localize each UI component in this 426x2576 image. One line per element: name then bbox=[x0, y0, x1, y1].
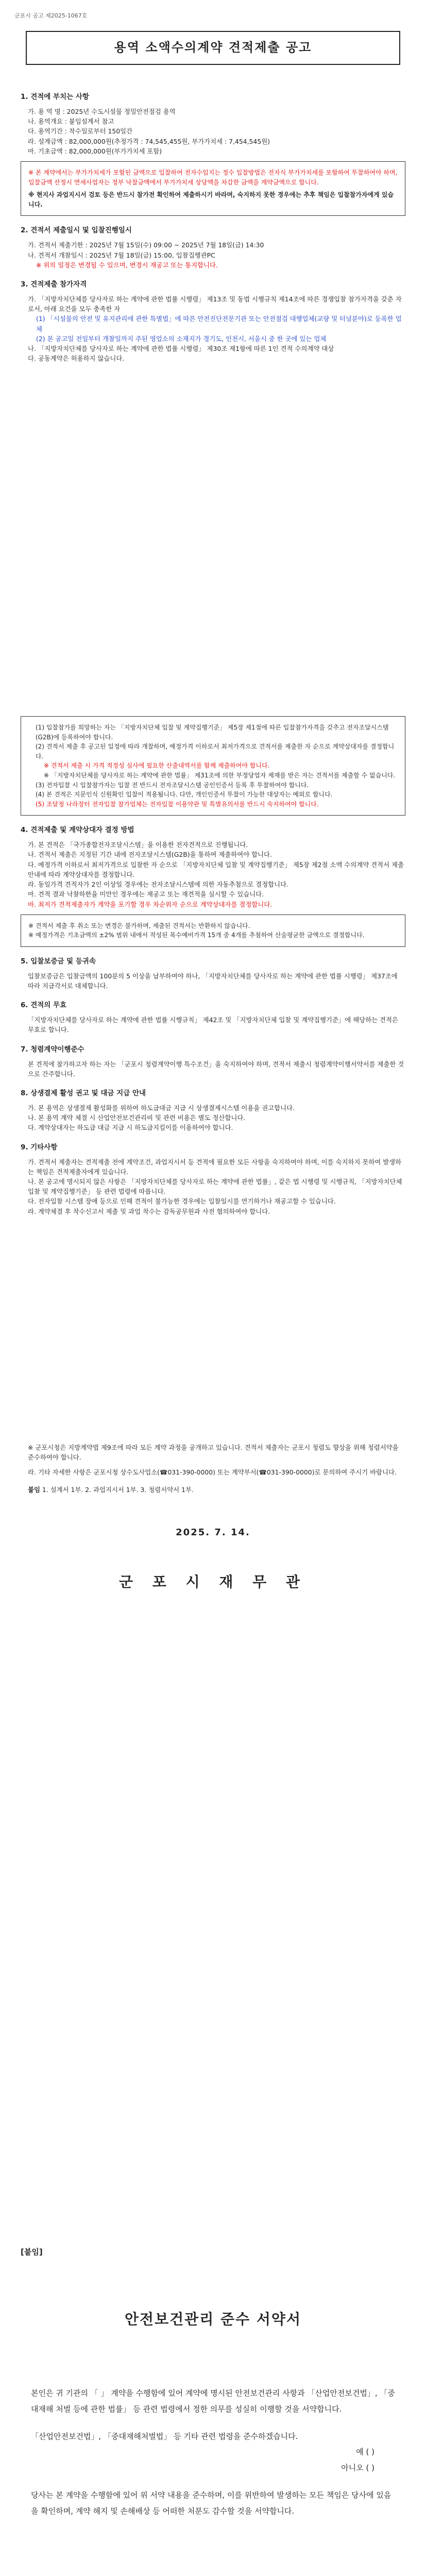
notice-title: 용역 소액수의계약 견적제출 공고 bbox=[26, 31, 400, 65]
s3-detail-box bbox=[21, 716, 405, 816]
s2-item: 나. 견적서 개찰일시 : 2025년 7월 18일(금) 15:00, 입찰집행관PC bbox=[28, 251, 215, 259]
section-8-title: 8. 상생결제 활성 권고 및 대금 지급 안내 bbox=[21, 1089, 146, 1098]
page-4-pledge bbox=[0, 2236, 426, 2576]
section-5 bbox=[21, 956, 405, 991]
s8-item: 가. 본 용역은 상생결제 활성화를 위하여 하도급대금 지급 시 상생결제시스템 이용을 권고합니다. bbox=[28, 1104, 295, 1112]
s1-item: 라. 설계금액 : 82,000,000원(추정가격 : 74,545,455원, 부가가치세 : 7,454,545원) bbox=[28, 137, 270, 145]
section-9 bbox=[21, 1142, 405, 1216]
s3b-item: ※ 「지방자치단체를 당사자로 하는 계약에 관한 법률」 제31조에 의한 부정당업자 제재를 받은 자는 견적서를 제출할 수 없습니다. bbox=[44, 771, 396, 779]
s5-text: 입찰보증금은 입찰금액의 100분의 5 이상을 납부하여야 하나, 「지방자치단체를 당사자로 하는 계약에 관한 법률 시행령」 제37조에 따라 지급각서로 대체합니다. bbox=[28, 972, 398, 990]
section-3-title: 3. 견적제출 참가자격 bbox=[21, 280, 87, 289]
section-9-title: 9. 기타사항 bbox=[21, 1143, 58, 1151]
s4-item: 다. 예정가격 이하로서 최저가격으로 입찰한 자 순으로 「지방자치단체 입찰 및 계약집행기준」 제5장 제2절 소액 수의계약 견적서 제출 안내에 따라 계약상대자를 결정합니다. bbox=[28, 860, 404, 878]
s3b-item: (1) 입찰참가를 희망하는 자는 「지방자치단체 입찰 및 계약집행기준」 제5장 제1절에 따른 입찰참가자격을 갖추고 전자조달시스템(G2B)에 등록하여야 합니다. bbox=[36, 724, 389, 741]
section-1-title: 1. 견적에 부치는 사항 bbox=[21, 93, 89, 101]
s3b-item: ※ 견적서 제출 시 가격 적정성 심사에 필요한 산출내역서를 함께 제출하여야 합니다. bbox=[44, 762, 270, 770]
s2-note: ※ 위의 일정은 변경될 수 있으며, 변경시 재공고 또는 통지합니다. bbox=[36, 261, 218, 269]
section-4 bbox=[21, 825, 405, 947]
pledge-body bbox=[31, 2385, 395, 2519]
s3-item: 나. 「지방자치단체를 당사자로 하는 계약에 관한 법률 시행령」 제30조 제1항에 따른 1인 견적 수의계약 대상 bbox=[28, 344, 334, 352]
s1-note: ※ 본 계약에서는 부가가치세가 포함된 금액으로 입찰하여 전자수입지는 정수 입찰방법은 전자식 부가가치세를 포함하여 투찰하여야 하며, 입찰금액 산정시 면세사업자는 정부 낙찰금액에서 부가가치세 상당액을 차감한 금액을 계약금액으로 합니다. bbox=[28, 169, 398, 186]
pledge-check-yes: 예 ( ) bbox=[356, 2447, 374, 2457]
s6-text: 「지방자치단체를 당사자로 하는 계약에 관한 법률 시행규칙」 제42조 및 「지방자치단체 입찰 및 계약집행기준」에 해당하는 견적은 무효로 합니다. bbox=[28, 1016, 398, 1034]
attach-label: 붙임 bbox=[28, 1485, 40, 1494]
s1-notice-box bbox=[21, 161, 405, 216]
s1-note: ※ 현지사 과업지시서 검토 등은 반드시 참가전 확인하여 제출하시기 바라며, 숙지하지 못한 경우에는 추후 책임은 입찰참가자에게 있습니다. bbox=[28, 191, 394, 208]
section-8 bbox=[21, 1088, 405, 1133]
page-3 bbox=[0, 1422, 426, 2200]
s3-item: (2) 본 공고일 전일부터 개찰일까지 주된 영업소의 소재지가 경기도, 인천시, 서울시 중 한 곳에 있는 업체 bbox=[36, 334, 327, 343]
s8-item: 다. 계약상대자는 하도급 대금 지급 시 하도급지킴이를 이용하여야 합니다. bbox=[28, 1124, 233, 1132]
s1-item: 다. 용역기간 : 착수일로부터 150일간 bbox=[28, 127, 133, 135]
section-1 bbox=[21, 92, 405, 216]
s9-item: 라. 계약체결 후 착수신고서 제출 및 과업 착수는 감독공무원과 사전 협의하여야 합니다. bbox=[28, 1207, 270, 1215]
section-2 bbox=[21, 225, 405, 270]
s1-item: 가. 용 역 명 : 2025년 수도시설물 정밀안전점검 용역 bbox=[28, 107, 176, 115]
pledge-para: 「산업안전보건법」, 「중대재해처벌법」 등 기타 관련 법령을 준수하겠습니다. bbox=[31, 2431, 298, 2441]
s4-item: 라. 동일가격 견적자가 2인 이상일 경우에는 전자조달시스템에 의한 자동추첨으로 결정합니다. bbox=[28, 880, 289, 889]
s4-note-box bbox=[21, 914, 405, 947]
issuer-name: 군 포 시 재 무 관 bbox=[118, 1573, 308, 1590]
s4-item: 바. 최저가 견적제출자가 계약을 포기할 경우 차순위자 순으로 계약상대자를 결정합니다. bbox=[28, 900, 272, 908]
section-2-title: 2. 견적서 제출일시 및 입찰진행일시 bbox=[21, 226, 132, 235]
closing-contact: 라. 기타 자세한 사항은 군포시청 상수도사업소(☎031-390-0000) 또는 계약부서(☎031-390-0000)로 문의하여 주시기 바랍니다. bbox=[28, 1468, 397, 1477]
s9-item: 다. 전자입찰 시스템 장애 등으로 인해 견적이 불가능한 경우에는 입찰일시를 연기하거나 재공고할 수 있습니다. bbox=[28, 1197, 336, 1206]
s3b-item: (4) 본 견적은 지문인식 신원확인 입찰이 적용됩니다. 다만, 개인인증서 투찰이 가능한 대상자는 예외로 합니다. bbox=[36, 791, 333, 799]
s8-item: 나. 본 용역 계약 체결 시 산업안전보건관리비 및 관련 비용은 별도 정산합니다. bbox=[28, 1114, 246, 1122]
section-7-title: 7. 청렴계약이행준수 bbox=[21, 1045, 84, 1054]
s1-item: 나. 용역개요 : 붙임설계서 참고 bbox=[28, 117, 114, 126]
s3b-item: (5) 조달청 나라장터 전자입찰 참가업체는 전자입찰 이용약관 및 특별유의서를 반드시 숙지하여야 합니다. bbox=[36, 800, 319, 808]
s9-item: 가. 견적서 제출자는 견적제출 전에 계약조건, 과업지시서 등 견적에 필요한 모든 사항을 숙지하여야 하며, 이를 숙지하지 못하여 발생하는 책임은 견적제출자에게 있습니다. bbox=[28, 1158, 402, 1176]
s3b-item: (2) 견적서 제출 후 공고된 일정에 따라 개찰하며, 예정가격 이하로서 최저가격으로 견적서를 제출한 자 순으로 계약상대자를 결정합니다. bbox=[36, 743, 395, 760]
attach-list: 1. 설계서 1부. 2. 과업지시서 1부. 3. 청렴서약서 1부. bbox=[42, 1485, 194, 1494]
page1-body bbox=[21, 82, 405, 363]
section-5-title: 5. 입찰보증금 및 등귀속 bbox=[21, 957, 96, 965]
section-6 bbox=[21, 1000, 405, 1035]
s3b-item: (3) 전자입찰 시 입찰참가자는 입찰 전 반드시 전자조달시스템 공인인증서 등록 후 투찰하여야 합니다. bbox=[36, 781, 309, 789]
closing-para: ※ 군포시청은 지방계약법 제9조에 따라 모든 계약 과정을 공개하고 있습니다. 견적서 제출자는 군포시 청렴도 향상을 위해 청렴서약을 준수하여야 합니다. bbox=[28, 1444, 399, 1462]
s2-item: 가. 견적서 제출기한 : 2025년 7월 15일(수) 09:00 ~ 2025년 7월 18일(금) 14:30 bbox=[28, 241, 264, 249]
page-2 bbox=[0, 696, 426, 1417]
s4-box-line: ※ 예정가격은 기초금액의 ±2% 범위 내에서 작성된 복수예비가격 15개 중 4개를 추첨하여 산술평균한 금액으로 결정합니다. bbox=[28, 931, 365, 939]
s4-box-line: ※ 견적서 제출 후 취소 또는 변경은 불가하며, 제출된 견적서는 반환하지 않습니다. bbox=[28, 922, 250, 929]
pledge-para: 당사는 본 계약을 수행함에 있어 위 서약 내용을 준수하며, 이를 위반하여 발생하는 모든 책임은 당사에 있음을 확인하며, 계약 해지 및 손해배상 등 어떠한 처분도 감수할 것을 서약합니다. bbox=[31, 2490, 391, 2516]
section-3 bbox=[21, 279, 405, 363]
s4-item: 마. 견적 결과 낙찰하한율 미만인 경우에는 재공고 또는 재견적을 실시할 수 있습니다. bbox=[28, 890, 264, 899]
s3-item: 가. 「지방자치단체를 당사자로 하는 계약에 관한 법률 시행령」 제13조 및 동법 시행규칙 제14조에 따른 경쟁입찰 참가자격을 갖춘 자로서, 아래 요건을 모두 충족한 자 bbox=[28, 295, 402, 313]
s3-item: 다. 공동계약은 허용하지 않습니다. bbox=[28, 354, 125, 363]
page3-body bbox=[21, 1443, 405, 1593]
s4-item: 나. 견적서 제출은 지정된 기간 내에 전자조달시스템(G2B)을 통하여 제출하여야 합니다. bbox=[28, 851, 272, 859]
s3-item: (1) 「시설물의 안전 및 유지관리에 관한 특별법」에 따른 안전진단전문기관 또는 안전점검 대행업체(교량 및 터널분야)로 등록한 업체 bbox=[36, 315, 402, 333]
s9-item: 나. 본 공고에 명시되지 않은 사항은 「지방자치단체를 당사자로 하는 계약에 관한 법률」, 같은 법 시행령 및 시행규칙, 「지방자치단체 입찰 및 계약집행기준」 등 관련 법령에 따릅니다. bbox=[28, 1178, 402, 1196]
notice-number: 군포시 공고 제2025-1067호 bbox=[14, 12, 88, 19]
attachments bbox=[21, 1485, 405, 1495]
page2-body bbox=[21, 711, 405, 1216]
s7-text: 본 견적에 참가하고자 하는 자는 「군포시 청렴계약이행 특수조건」을 숙지하여야 하며, 견적서 제출시 청렴계약이행서약서를 제출한 것으로 간주합니다. bbox=[28, 1060, 404, 1078]
pledge-para: 본인은 귀 기관의 「 」 계약을 수행함에 있어 계약에 명시된 안전보건관리 사항과 「산업안전보건법」, 「중대재해 처벌 등에 관한 법률」 등 관련 법령에서 정한 의무를 성실히 이행할 것을 서약합니다. bbox=[31, 2388, 395, 2414]
section-7 bbox=[21, 1044, 405, 1079]
page-1 bbox=[0, 0, 426, 665]
pledge-check-no: 아니오 ( ) bbox=[341, 2463, 374, 2472]
section-6-title: 6. 견적의 무효 bbox=[21, 1001, 67, 1010]
pledge-label: [붙임] bbox=[21, 2247, 43, 2257]
notice-date: 2025. 7. 14. bbox=[176, 1527, 250, 1538]
s1-item: 마. 기초금액 : 82,000,000원(부가가치세 포함) bbox=[28, 147, 162, 155]
s4-item: 가. 본 견적은 「국가종합전자조달시스템」을 이용한 전자견적으로 진행됩니다. bbox=[28, 841, 248, 849]
pledge-title: 안전보건관리 준수 서약서 bbox=[124, 2311, 302, 2328]
section-4-title: 4. 견적제출 및 계약상대자 결정 방법 bbox=[21, 826, 134, 835]
